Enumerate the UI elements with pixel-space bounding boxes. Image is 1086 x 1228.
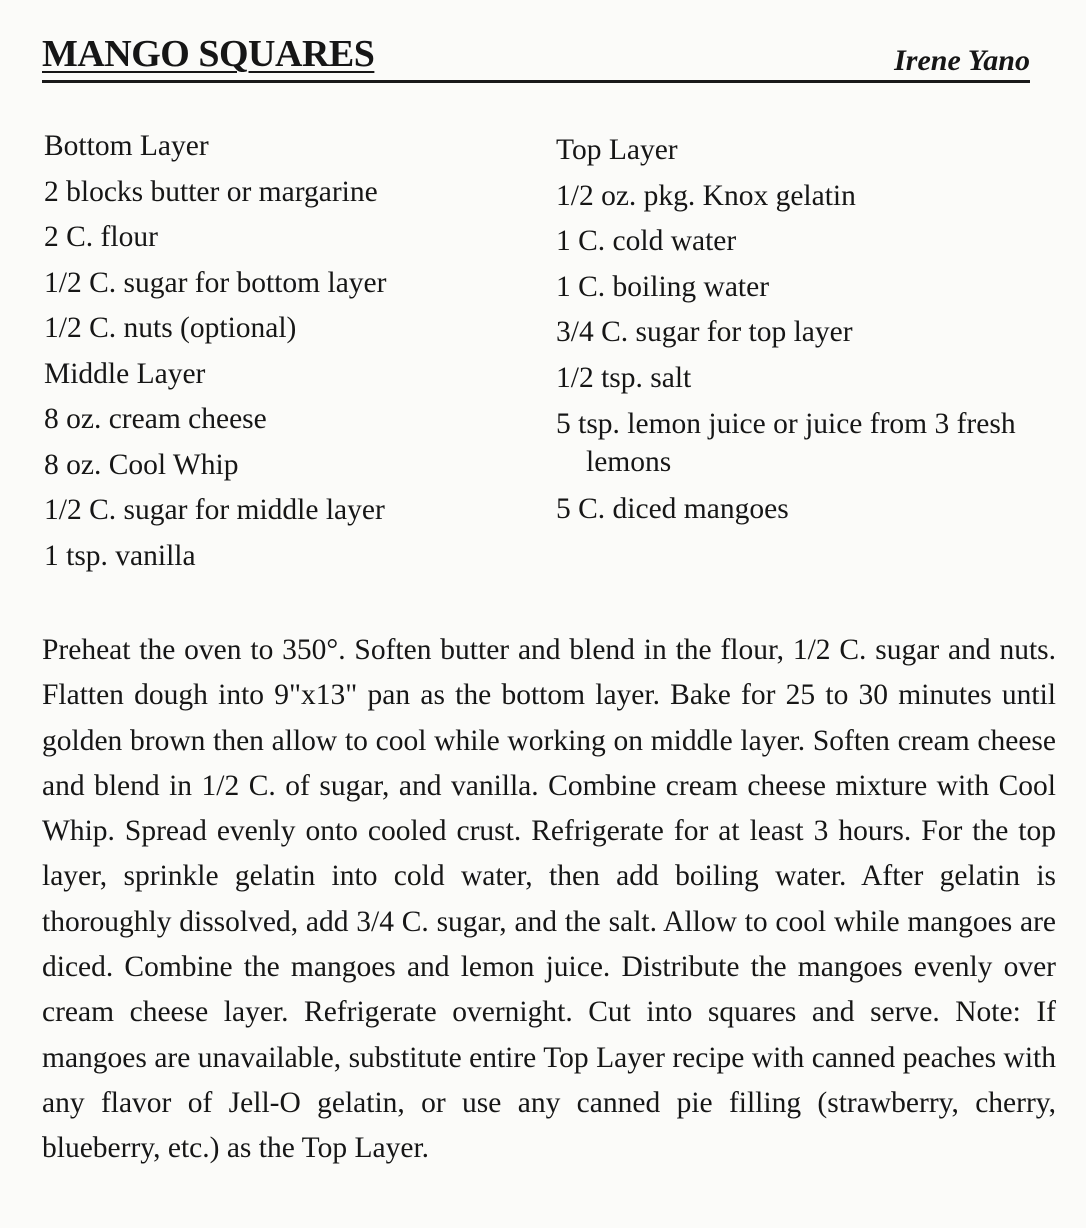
ingredient-item: 1/2 tsp. salt: [556, 361, 692, 394]
recipe-author: Irene Yano: [894, 44, 1030, 77]
ingredient-item: 1/2 oz. pkg. Knox gelatin: [556, 179, 856, 212]
section-heading-bottom-layer: Bottom Layer: [44, 130, 209, 162]
ingredient-item: 5 tsp. lemon juice or juice from 3 fresh lemons: [556, 408, 1016, 478]
recipe-title: MANGO SQUARES: [42, 33, 375, 75]
ingredient-item: 8 oz. Cool Whip: [44, 448, 239, 481]
ingredient-item: 1/2 C. sugar for bottom layer: [44, 266, 387, 299]
ingredients-left-column: [44, 124, 524, 579]
ingredient-item: 8 oz. cream cheese: [44, 403, 267, 435]
ingredient-item: 1 tsp. vanilla: [44, 539, 196, 572]
ingredient-item: 1 C. cold water: [556, 225, 737, 257]
ingredient-item: 5 C. diced mangoes: [556, 493, 789, 525]
recipe-header: [42, 28, 1030, 83]
ingredients-right-column: [556, 128, 1026, 533]
section-heading-top-layer: Top Layer: [556, 134, 678, 166]
ingredient-item: 1 C. boiling water: [556, 270, 770, 303]
ingredient-item: 1/2 C. sugar for middle layer: [44, 494, 385, 526]
ingredient-item: 3/4 C. sugar for top layer: [556, 316, 853, 348]
ingredient-item: 1/2 C. nuts (optional): [44, 312, 297, 344]
ingredient-item: 2 C. flour: [44, 221, 158, 253]
section-heading-middle-layer: Middle Layer: [44, 357, 206, 390]
ingredient-item: 2 blocks butter or margarine: [44, 175, 378, 208]
recipe-instructions: Preheat the oven to 350°. Soften butter and blend in the flour, 1/2 C. sugar and nuts. Flatten dough into 9"x13" pan as the bottom layer. Bake for 25 to 30 minutes until golden brown then allow to cool while working on middle layer. Soften cream cheese and blend in 1/2 C. of sugar, and vanilla. Combine cream cheese mixture with Cool Whip. Spread evenly onto cooled crust. Refrigerate for at least 3 hours. For the top layer, sprinkle gelatin into cold water, then add boiling water. After gelatin is thoroughly dissolved, add 3/4 C. sugar, and the salt. Allow to cool while mangoes are diced. Combine the mangoes and lemon juice. Distribute the mangoes evenly over cream cheese layer. Refrigerate overnight. Cut into squares and serve. Note: If mangoes are unavailable, substitute entire Top Layer recipe with canned peaches with any flavor of Jell-O gelatin, or use any canned pie filling (strawberry, cherry, blueberry, etc.) as the Top Layer.: [42, 634, 1056, 1165]
